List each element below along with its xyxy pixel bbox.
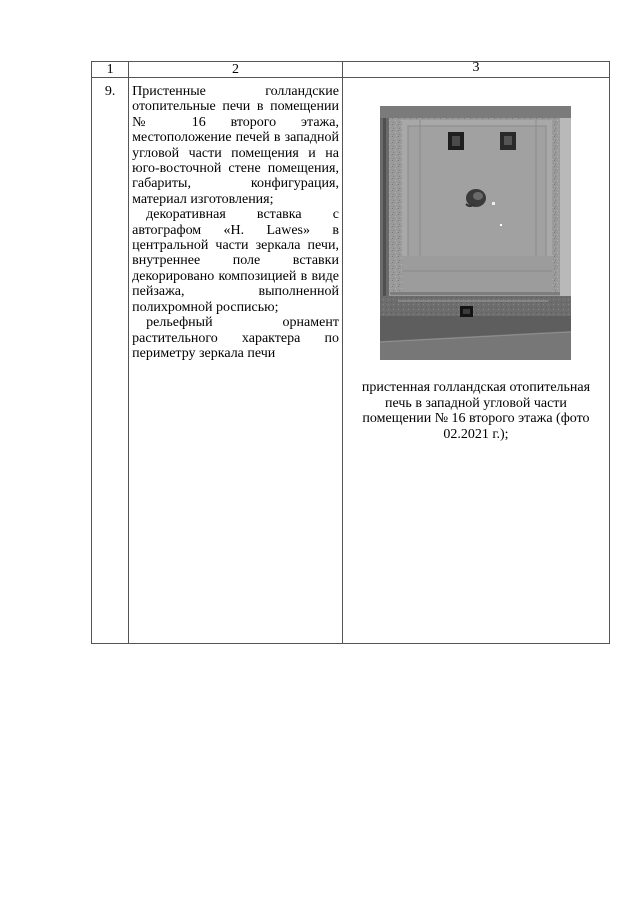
stove-photo — [380, 106, 571, 360]
description-paragraph-3: рельефный орнамент растительного характера по периметру зеркала печи — [132, 315, 339, 361]
table-row — [92, 78, 610, 644]
photo-cell — [342, 78, 609, 644]
row-number: 9. — [92, 78, 129, 644]
table-header-row — [92, 62, 610, 78]
description-paragraph-1: Пристенные голландские отопительные печи в помещении № 16 второго этажа, местоположение печей в западной угловой части помещения и на юго-восточной стене помещения, габариты, конфигурация, материал изготовления; — [132, 84, 339, 207]
photo-caption: пристенная голландская отопительная печь в западной угловой части помещении № 16 второго этажа (фото 02.2021 г.); — [361, 380, 591, 442]
description-paragraph-2: декоративная вставка с автографом «H. Lawes» в центральной части зеркала печи, внутреннее поле вставки декорировано композицией в виде пейзажа, выполненной полихромной росписью; — [132, 207, 339, 315]
document-table — [91, 61, 610, 644]
column-header-2: 2 — [129, 62, 343, 78]
column-header-3: 3 — [342, 62, 609, 78]
column-header-1: 1 — [92, 62, 129, 78]
description-cell — [129, 78, 343, 644]
